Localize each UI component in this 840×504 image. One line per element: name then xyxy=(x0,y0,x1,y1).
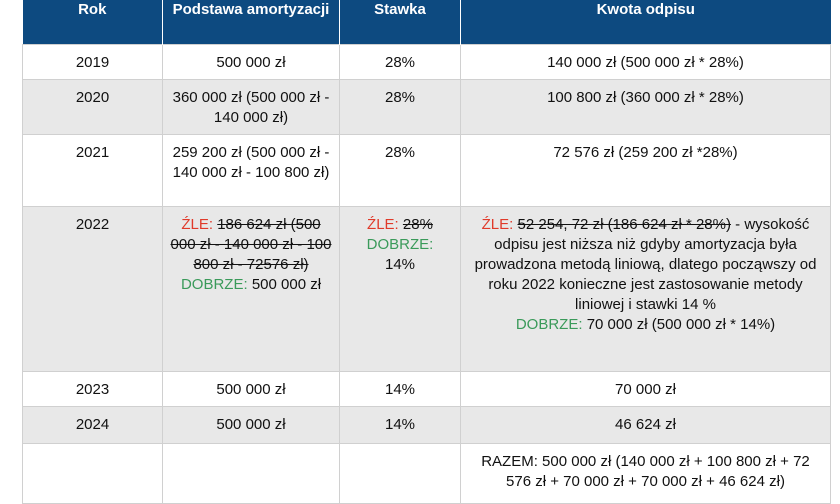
good-value: 500 000 zł xyxy=(251,276,322,293)
cell-base: 500 000 zł xyxy=(163,372,340,407)
bad-label: ŹLE: xyxy=(181,216,214,233)
table-row xyxy=(23,372,831,407)
table-row xyxy=(23,207,831,372)
good-label: DOBRZE: xyxy=(180,276,248,293)
table-row xyxy=(23,444,831,504)
cell-rate xyxy=(340,444,461,504)
cell-rate xyxy=(340,207,461,372)
table-row xyxy=(23,45,831,80)
cell-amount: 70 000 zł xyxy=(461,372,831,407)
table-row xyxy=(23,135,831,207)
cell-base: 500 000 zł xyxy=(163,45,340,80)
cell-rate: 14% xyxy=(340,407,461,444)
good-label: DOBRZE: xyxy=(515,316,583,333)
cell-year: 2019 xyxy=(23,45,163,80)
cell-year: 2020 xyxy=(23,80,163,135)
cell-amount: 72 576 zł (259 200 zł *28%) xyxy=(461,135,831,207)
header-base: Podstawa amortyzacji xyxy=(163,0,340,45)
table-row xyxy=(23,80,831,135)
amount-note: - wysokość odpisu jest niższa niż gdyby amortyzacja była prowadzona metodą liniową, dlatego począwszy od roku 2022 konieczne jest zastosowanie metody liniowej i stawki 14 % xyxy=(474,216,817,313)
bad-value: 186 624 zł (500 000 zł - 140 000 zł - 100 800 zł - 72576 zł) xyxy=(170,216,332,273)
good-label: DOBRZE: xyxy=(366,236,434,253)
cell-amount: 140 000 zł (500 000 zł * 28%) xyxy=(461,45,831,80)
cell-year xyxy=(23,444,163,504)
cell-base: 360 000 zł (500 000 zł - 140 000 zł) xyxy=(163,80,340,135)
depreciation-table xyxy=(22,0,831,504)
table-header-row xyxy=(23,0,831,45)
cell-year: 2022 xyxy=(23,207,163,372)
cell-year: 2021 xyxy=(23,135,163,207)
cell-base xyxy=(163,444,340,504)
header-year: Rok xyxy=(23,0,163,45)
bad-label: ŹLE: xyxy=(367,216,399,233)
table-row xyxy=(23,407,831,444)
header-amount: Kwota odpisu xyxy=(461,0,831,45)
bad-label: ŹLE: xyxy=(481,216,514,233)
cell-amount: RAZEM: 500 000 zł (140 000 zł + 100 800 zł + 72 576 zł + 70 000 zł + 70 000 zł + 46 624 zł) xyxy=(461,444,831,504)
cell-amount: 100 800 zł (360 000 zł * 28%) xyxy=(461,80,831,135)
bad-value: 28% xyxy=(402,216,433,233)
cell-rate: 28% xyxy=(340,45,461,80)
good-value: 70 000 zł (500 000 zł * 14%) xyxy=(586,316,776,333)
bad-value: 52 254, 72 zł (186 624 zł * 28%) xyxy=(517,216,731,233)
cell-base: 500 000 zł xyxy=(163,407,340,444)
cell-amount: 46 624 zł xyxy=(461,407,831,444)
header-rate: Stawka xyxy=(340,0,461,45)
cell-base: 259 200 zł (500 000 zł - 140 000 zł - 100 800 zł) xyxy=(163,135,340,207)
good-value: 14% xyxy=(384,256,416,273)
cell-rate: 14% xyxy=(340,372,461,407)
cell-year: 2023 xyxy=(23,372,163,407)
cell-rate: 28% xyxy=(340,80,461,135)
cell-year: 2024 xyxy=(23,407,163,444)
cell-rate: 28% xyxy=(340,135,461,207)
cell-base xyxy=(163,207,340,372)
cell-amount xyxy=(461,207,831,372)
